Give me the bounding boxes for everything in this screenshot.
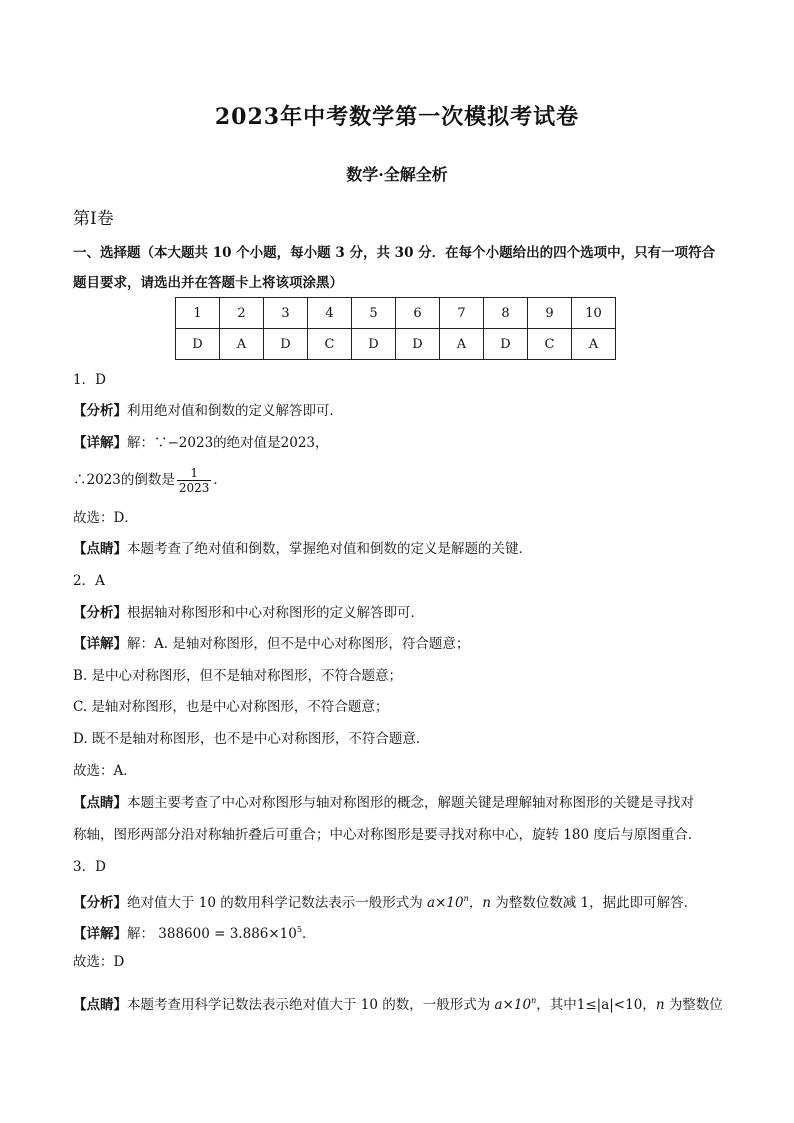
analysis-tag: 【分析】 (73, 605, 127, 621)
q3-choice: 故选：D (73, 954, 125, 970)
q1-choice: 故选：D． (73, 510, 138, 526)
answer-choice-cell: D (176, 329, 220, 360)
q1-comment (73, 539, 532, 559)
q3-detail-post: ． (301, 926, 316, 942)
q3-detail (73, 920, 315, 944)
answer-number-cell: 7 (440, 298, 484, 329)
q1-detail-text: 解：∵−2023的绝对值是2023， (127, 435, 329, 451)
answer-choice-cell: A (572, 329, 616, 360)
volume-label: 第Ⅰ卷 (73, 209, 114, 229)
comment-tag: 【点睛】 (73, 541, 127, 557)
analysis-tag: 【分析】 (73, 403, 127, 419)
q2-detail-a (73, 634, 469, 654)
detail-tag: 【详解】 (73, 435, 127, 451)
q1-reciprocal-post: ． (213, 472, 227, 488)
detail-tag: 【详解】 (73, 636, 127, 652)
q2-analysis-text: 根据轴对称图形和中心对称图形的定义解答即可． (127, 605, 424, 621)
variable-n: n (655, 997, 669, 1013)
q3-comment (73, 991, 723, 1015)
q1-analysis (73, 401, 343, 421)
q2-number: 2．A (73, 573, 105, 589)
section-heading-line1: 一、选择题（本大题共 10 个小题，每小题 3 分，共 30 分．在每个小题给出的四个选项中，只有一项符合 (73, 245, 716, 261)
fraction (177, 466, 212, 495)
q1-comment-text: 本题考查了绝对值和倒数，掌握绝对值和倒数的定义是解题的关键． (127, 541, 532, 557)
q2-detail-a-text: 解：A. 是轴对称图形，但不是中心对称图形，符合题意； (127, 636, 470, 652)
answer-choice-cell: A (440, 329, 484, 360)
answer-choice-cell: A (220, 329, 264, 360)
q2-comment-line2: 称轴，图形两部分沿对称轴折叠后可重合；中心对称图形是要寻找对称中心，旋转 180 度后与原图重合． (73, 827, 702, 843)
answer-choice-cell: D (264, 329, 308, 360)
document-title: 2023年中考数学第一次模拟考试卷 (214, 104, 580, 130)
document-subtitle: 数学·全解全析 (346, 165, 448, 184)
q1-reciprocal-pre: ∴2023的倒数是 (73, 472, 175, 488)
q1-analysis-text: 利用绝对值和倒数的定义解答即可． (127, 403, 343, 419)
answer-number-cell: 10 (572, 298, 616, 329)
q2-comment-line1 (73, 793, 694, 813)
q3-analysis-pre: 绝对值大于 10 的数用科学记数法表示一般形式为 (127, 895, 423, 911)
answer-number-cell: 5 (352, 298, 396, 329)
q3-number: 3．D (73, 859, 106, 875)
answer-table-answer-row (176, 329, 616, 360)
answer-table (175, 297, 616, 360)
fraction-numerator: 1 (177, 466, 212, 481)
answer-number-cell: 9 (528, 298, 572, 329)
sci-notation-formula: $a\times 10^n$，n (422, 894, 496, 911)
sci-notation-formula: $a\times 10^n$ (490, 996, 537, 1013)
answer-number-cell: 1 (176, 298, 220, 329)
answer-table-number-row (176, 298, 616, 329)
q3-comment-post: 为整数位 (668, 997, 723, 1013)
q2-detail-c: C. 是轴对称图形，也是中心对称图形，不符合题意； (73, 699, 389, 715)
answer-number-cell: 2 (220, 298, 264, 329)
comment-tag: 【点睛】 (73, 997, 127, 1013)
comment-tag: 【点睛】 (73, 795, 127, 811)
q1-reciprocal-line (73, 462, 227, 498)
answer-choice-cell: C (308, 329, 352, 360)
answer-number-cell: 3 (264, 298, 308, 329)
answer-choice-cell: D (484, 329, 528, 360)
detail-tag: 【详解】 (73, 926, 127, 942)
q2-comment-text1: 本题主要考查了中心对称图形与轴对称图形的概念，解题关键是理解轴对称图形的关键是寻找对 (127, 795, 694, 811)
q2-detail-b: B. 是中心对称图形，但不是轴对称图形，不符合题意； (73, 668, 403, 684)
q3-comment-pre: 本题考查用科学记数法表示绝对值大于 10 的数，一般形式为 (127, 997, 491, 1013)
analysis-tag: 【分析】 (73, 895, 127, 911)
q1-number: 1．D (73, 372, 106, 388)
fraction-denominator: 2023 (178, 481, 210, 495)
q3-detail-exponent: 5 (296, 925, 302, 934)
answer-choice-cell: D (352, 329, 396, 360)
q1-detail (73, 433, 329, 453)
q3-comment-mid: ，其中1≤|a|<10， (536, 997, 656, 1013)
q2-analysis (73, 603, 424, 623)
q3-detail-text: 解： 388600 = 3.886×10 (127, 926, 297, 942)
q2-choice: 故选：A． (73, 763, 137, 779)
answer-number-cell: 4 (308, 298, 352, 329)
q3-analysis-post: 为整数位数减 1，据此即可解答． (495, 895, 698, 911)
q3-analysis (73, 889, 697, 913)
answer-choice-cell: D (396, 329, 440, 360)
q2-detail-d: D. 既不是轴对称图形，也不是中心对称图形，不符合题意． (73, 731, 430, 747)
answer-number-cell: 8 (484, 298, 528, 329)
section-heading-line2: 题目要求，请选出并在答题卡上将该项涂黑） (73, 275, 343, 291)
answer-choice-cell: C (528, 329, 572, 360)
answer-number-cell: 6 (396, 298, 440, 329)
